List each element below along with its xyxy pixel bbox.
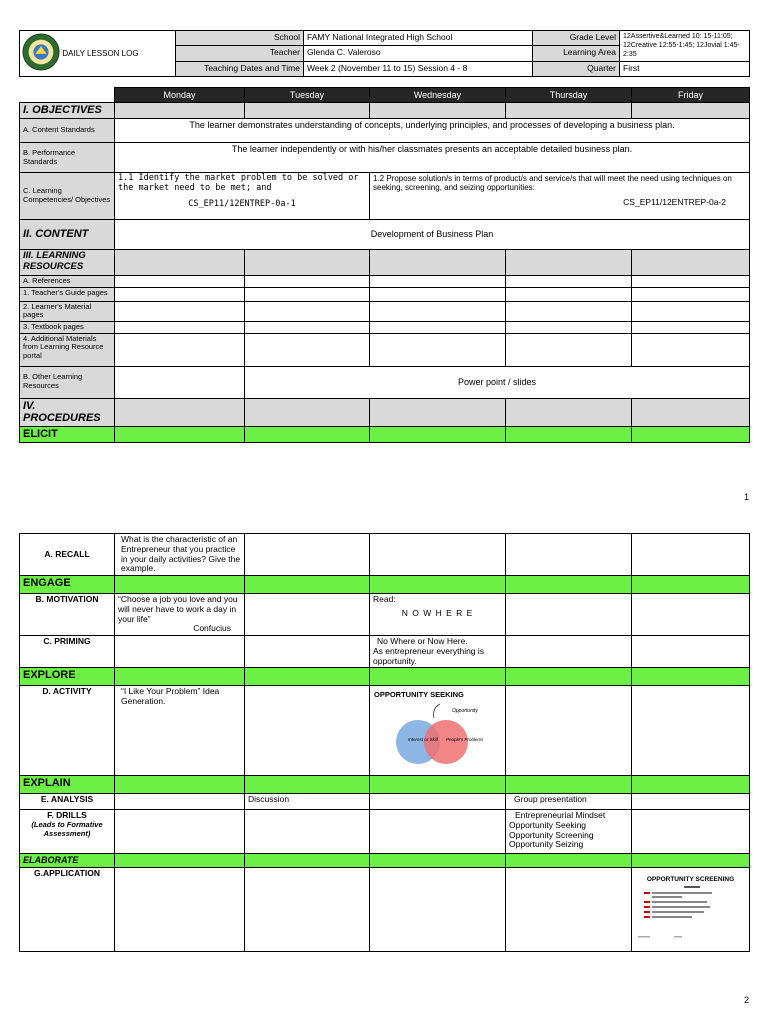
drills-label: F. DRILLS (47, 810, 87, 821)
content-heading: II. CONTENT (20, 220, 115, 250)
drill-item: Opportunity Seizing (509, 839, 584, 850)
additional-label: 4. Additional Materials from Learning Resource portal (20, 333, 115, 366)
other-resources-text: Power point / slides (245, 366, 750, 398)
motivation-wednesday (370, 594, 506, 636)
competency-1-text: 1.1 Identify the market problem to be solved or the market need to be met; and (118, 173, 359, 193)
priming-label: C. PRIMING (20, 636, 115, 668)
day-friday: Friday (632, 88, 750, 103)
teacher-label: Teacher (176, 46, 304, 61)
elicit-heading: ELICIT (20, 426, 115, 442)
performance-text: The learner independently or with his/her classmates presents an acceptable detailed business plan. (115, 143, 750, 173)
motivation-nowhere: N O W H E R E (401, 607, 474, 618)
textbook-label: 3. Textbook pages (20, 321, 115, 333)
elaborate-heading: ELABORATE (20, 854, 115, 868)
motivation-label: B. MOTIVATION (20, 594, 115, 636)
procedures-heading: IV. PROCEDURES (20, 398, 115, 426)
drill-item: Opportunity Screening (509, 829, 594, 840)
screen-title: OPPORTUNITY SCREENING (646, 876, 735, 884)
venn-right-circle (424, 720, 468, 764)
dates-value: Week 2 (November 11 to 15) Session 4 - 8 (304, 61, 533, 76)
school-label: School (176, 31, 304, 46)
activity-monday: “I Like Your Problem” Idea Generation. (115, 686, 245, 776)
motivation-read: Read: (373, 594, 396, 605)
day-wednesday: Wednesday (370, 88, 506, 103)
opp-title: OPPORTUNITY SEEKING (374, 690, 464, 700)
motivation-monday (115, 594, 245, 636)
quarter-value: First (620, 61, 750, 76)
drill-item: Opportunity Seeking (509, 819, 587, 830)
objectives-heading: I. OBJECTIVES (20, 103, 115, 119)
day-monday: Monday (115, 88, 245, 103)
competency-2-cell (370, 173, 750, 220)
lesson-table-page1 (19, 87, 750, 443)
drills-cell (20, 810, 115, 854)
competency-2-text: 1.2 Propose solution/s in terms of product/s and service/s that will meet the need using techniques on seeking, screening, and seizing opportunities: (373, 174, 732, 193)
teacher-guide-label: 1. Teacher's Guide pages (20, 287, 115, 301)
page-number-1: 1 (744, 492, 750, 502)
opportunity-seeking-cell (370, 686, 506, 776)
day-thursday: Thursday (506, 88, 632, 103)
analysis-tuesday: Discussion (245, 794, 370, 810)
drill-item: Entrepreneurial Mindset (515, 810, 606, 821)
motivation-author: Confucius (193, 623, 231, 634)
explore-heading: EXPLORE (20, 668, 115, 686)
venn-right-label: People's Problems (446, 737, 484, 743)
competency-2-code: CS_EP11/12ENTREP-0a-2 (623, 197, 726, 208)
application-label: G.APPLICATION (20, 868, 115, 952)
content-standards-text: The learner demonstrates understanding of concepts, underlying principles, and processes of developing a business plan. (115, 119, 750, 143)
opp-label: Opportunity (452, 708, 478, 715)
competency-1-code: CS_EP11/12ENTREP-0a-1 (188, 198, 296, 209)
recall-monday: What is the characteristic of an Entrepreneur that you practice in your daily activities? Give the example. (115, 534, 245, 576)
deped-seal-icon (22, 33, 60, 74)
area-label: Learning Area (533, 46, 620, 61)
priming-wednesday (370, 636, 506, 668)
day-tuesday: Tuesday (245, 88, 370, 103)
teacher-value: Glenda C. Valeroso (304, 46, 533, 61)
competency-1-cell (115, 173, 370, 220)
header-logo-cell (20, 31, 176, 77)
priming-line-1: No Where or Now Here. (377, 636, 468, 647)
references-label: A. References (20, 276, 115, 288)
analysis-thursday: Group presentation (506, 794, 632, 810)
priming-line-2: As entrepreneur everything is opportunity. (373, 645, 485, 666)
resources-heading: III. LEARNING RESOURCES (20, 250, 115, 276)
engage-heading: ENGAGE (20, 576, 115, 594)
motivation-quote: “Choose a job you love and you will never have to work a day in your life” (118, 594, 238, 624)
content-text: Development of Business Plan (115, 220, 750, 250)
opp-arrow-icon (434, 704, 440, 718)
header-title: DAILY LESSON LOG (62, 48, 139, 58)
content-standards-label: A. Content Standards (20, 119, 115, 143)
analysis-label: E. ANALYSIS (20, 794, 115, 810)
drills-thursday (506, 810, 632, 854)
grade-line-1: 12Assertive&Learned 10: 15-11:05; (623, 33, 733, 41)
school-value: FAMY National Integrated High School (304, 31, 533, 46)
corner-blank (20, 88, 115, 103)
opportunity-seeking-diagram (370, 686, 492, 772)
competencies-label: C. Learning Competencies/ Objectives (20, 173, 115, 220)
performance-label: B. Performance Standards (20, 143, 115, 173)
screening-questions-graphic (634, 884, 742, 944)
lesson-table-page2 (19, 533, 750, 952)
opportunity-screening-cell (632, 868, 750, 952)
header-table (19, 30, 750, 77)
quarter-label: Quarter (533, 61, 620, 76)
recall-label: A. RECALL (20, 534, 115, 576)
grade-label: Grade Level (533, 31, 620, 46)
dates-label: Teaching Dates and Time (176, 61, 304, 76)
grade-value (620, 31, 750, 62)
grade-line-2: 12Creative 12:55-1:45; 12Jovial 1:45-2:35 (623, 42, 740, 59)
page-number-2: 2 (744, 995, 750, 1005)
activity-label: D. ACTIVITY (20, 686, 115, 776)
venn-left-label: Interest or Skill (408, 737, 438, 743)
other-resources-label: B. Other Learning Resources (20, 366, 115, 398)
explain-heading: EXPLAIN (20, 776, 115, 794)
drills-sub: (Leads to Formative Assessment) (31, 819, 103, 838)
learner-material-label: 2. Learner's Material pages (20, 301, 115, 321)
